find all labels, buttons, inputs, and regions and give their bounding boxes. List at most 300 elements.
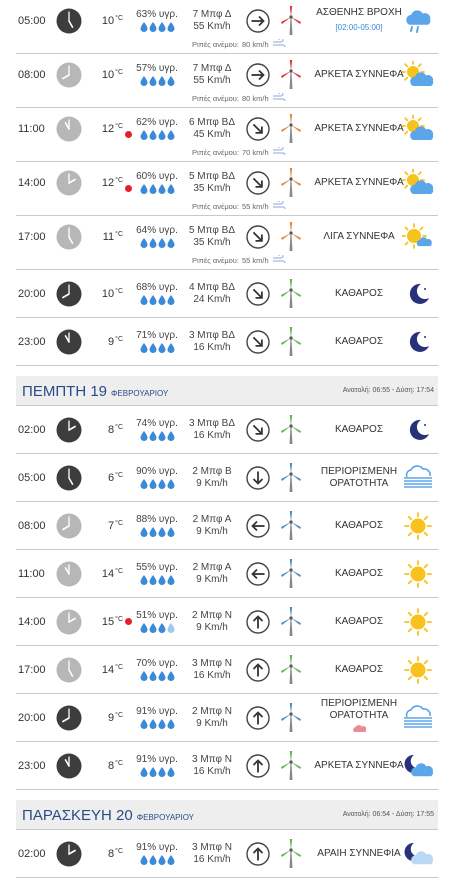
temperature-unit: °C (115, 230, 123, 238)
wind-info (182, 742, 242, 789)
wind-speed: 9 Km/h (196, 717, 228, 729)
temperature-unit: °C (115, 176, 123, 184)
humidity-value: 71% (136, 330, 157, 341)
forecast-row (16, 646, 438, 694)
wind-speed: 24 Km/h (193, 293, 231, 305)
wind-speed: 16 Km/h (193, 853, 231, 865)
wind-speed: 9 Km/h (196, 477, 228, 489)
small-cloud-icon (352, 724, 366, 737)
condition-text: ΟΡΑΤΟΤΗΤΑ (329, 477, 389, 489)
sunrise-sunset: Ανατολή: 06:55 - Δύση: 17:54 (342, 387, 434, 394)
day-header (16, 376, 438, 406)
clock-icon (56, 162, 82, 203)
humidity-value: 91% (136, 842, 157, 853)
temperature-unit: °C (115, 519, 123, 527)
day-month: ΦΕΒΡΟΥΑΡΙΟΥ (111, 389, 169, 398)
wind-turbine-icon (280, 830, 302, 877)
gust-label: Ριπές ανέμου: (192, 255, 239, 265)
temperature-value: 14 (101, 663, 115, 676)
gust-label: Ριπές ανέμου: (192, 39, 239, 49)
humidity (128, 162, 186, 203)
wind-beaufort: 3 Μπφ Ν (192, 657, 232, 669)
forecast-row (16, 54, 438, 108)
temperature (91, 502, 123, 549)
humidity (128, 830, 186, 877)
gust-value: 80 km/h (242, 39, 269, 49)
temperature-value: 10 (101, 287, 115, 300)
temperature (91, 108, 123, 149)
temperature (91, 318, 123, 365)
wind-info (182, 694, 242, 741)
wind-speed: 9 Km/h (196, 621, 228, 633)
humidity-suffix: υγρ. (158, 418, 178, 429)
wind-turbine-icon (280, 54, 302, 95)
wind-beaufort: 5 Μπφ ΒΔ (188, 224, 236, 236)
forecast-row (16, 270, 438, 318)
humidity-suffix: υγρ. (158, 282, 178, 293)
wind-speed: 55 Km/h (193, 74, 231, 86)
forecast-row (16, 216, 438, 270)
temperature-value: 15 (101, 615, 115, 628)
rain-drops-icon (140, 855, 175, 865)
temperature-unit: °C (115, 615, 123, 623)
gust-icon (272, 255, 286, 265)
clock-icon (56, 550, 82, 597)
humidity-value: 51% (136, 610, 157, 621)
condition-text: ΚΑΘΑΡΟΣ (334, 663, 384, 675)
rain-drops-icon (140, 623, 175, 633)
rain-drops-icon (140, 238, 175, 248)
wind-direction-arrow-icon (246, 502, 270, 549)
forecast-row (16, 550, 438, 598)
humidity-suffix: υγρ. (158, 842, 178, 853)
wind-turbine-icon (280, 318, 302, 365)
temperature-value: 8 (108, 759, 115, 772)
condition-text: ΚΑΘΑΡΟΣ (334, 335, 384, 347)
wind-gust (192, 147, 286, 157)
humidity (128, 742, 186, 789)
day-header (16, 800, 438, 830)
clock-icon (56, 694, 82, 741)
wind-info (182, 406, 242, 453)
rain-drops-icon (140, 767, 175, 777)
humidity-suffix: υγρ. (158, 658, 178, 669)
condition-text: ΑΡΚΕΤΑ ΣΥΝΝΕΦΑ (314, 759, 404, 771)
wind-info (182, 54, 242, 95)
humidity (128, 54, 186, 95)
wind-direction-arrow-icon (246, 318, 270, 365)
humidity-suffix: υγρ. (158, 9, 178, 20)
wind-direction-arrow-icon (246, 550, 270, 597)
wind-info (182, 454, 242, 501)
humidity (128, 270, 186, 317)
temperature (91, 694, 123, 741)
forecast-row (16, 694, 438, 742)
condition-text: ΚΑΘΑΡΟΣ (334, 287, 384, 299)
wind-gust (192, 255, 286, 265)
sun-weather-icon (398, 646, 438, 693)
humidity-value: 90% (136, 466, 157, 477)
humidity-value: 88% (136, 514, 157, 525)
temperature-unit: °C (115, 335, 123, 343)
temperature-value: 10 (101, 68, 115, 81)
forecast-row (16, 406, 438, 454)
day-name (22, 383, 168, 400)
gust-value: 70 km/h (242, 147, 269, 157)
forecast-row (16, 502, 438, 550)
temperature (91, 162, 123, 203)
gust-icon (272, 147, 286, 157)
wind-beaufort: 2 Μπφ Β (192, 465, 232, 477)
wind-info (182, 598, 242, 645)
wind-direction-arrow-icon (246, 0, 270, 41)
temperature-unit: °C (115, 14, 123, 22)
clock-icon (56, 502, 82, 549)
wind-beaufort: 3 Μπφ Ν (192, 841, 232, 853)
gust-label: Ριπές ανέμου: (192, 147, 239, 157)
wind-info (182, 830, 242, 877)
temperature-unit: °C (115, 567, 123, 575)
wind-gust (192, 201, 286, 211)
wind-turbine-icon (280, 406, 302, 453)
humidity (128, 216, 186, 257)
forecast-row (16, 742, 438, 790)
gust-icon (272, 39, 286, 49)
hour-label: 08:00 (18, 519, 46, 532)
hour-label: 02:00 (18, 423, 46, 436)
wind-direction-arrow-icon (246, 742, 270, 789)
temperature-value: 12 (101, 122, 115, 135)
condition-text: ΚΑΘΑΡΟΣ (334, 615, 384, 627)
temperature (91, 0, 123, 41)
wind-beaufort: 3 Μπφ Ν (192, 753, 232, 765)
rain-drops-icon (140, 130, 175, 140)
fog-weather-icon (398, 454, 438, 501)
humidity (128, 108, 186, 149)
hour-label: 17:00 (18, 663, 46, 676)
clock-icon (56, 406, 82, 453)
humidity (128, 0, 186, 41)
wind-turbine-icon (280, 270, 302, 317)
sunrise-sunset: Ανατολή: 06:54 - Δύση: 17:55 (342, 811, 434, 818)
condition-text: ΑΣΘΕΝΗΣ ΒΡΟΧΗ (316, 7, 402, 18)
hour-label: 11:00 (18, 122, 45, 135)
rain-drops-icon (140, 22, 175, 32)
clock-icon (56, 216, 82, 257)
humidity-suffix: υγρ. (158, 330, 178, 341)
wind-gust (192, 39, 286, 49)
hour-label: 14:00 (18, 615, 46, 628)
temperature (91, 270, 123, 317)
hour-label: 14:00 (18, 176, 46, 189)
humidity-suffix: υγρ. (158, 610, 178, 621)
forecast-row (16, 454, 438, 502)
wind-direction-arrow-icon (246, 108, 270, 149)
wind-direction-arrow-icon (246, 270, 270, 317)
sun-weather-icon (398, 550, 438, 597)
suncloud-weather-icon (398, 54, 438, 95)
wind-speed: 55 Km/h (193, 20, 231, 32)
wind-beaufort: 2 Μπφ Ν (192, 705, 232, 717)
humidity-value: 64% (136, 225, 157, 236)
wind-speed: 16 Km/h (193, 429, 231, 441)
wind-turbine-icon (280, 646, 302, 693)
rain-drops-icon (140, 343, 175, 353)
temperature (91, 406, 123, 453)
humidity (128, 454, 186, 501)
rain-drops-icon (140, 479, 175, 489)
wind-turbine-icon (280, 742, 302, 789)
temperature-value: 9 (108, 335, 115, 348)
wind-info (182, 0, 242, 41)
humidity-suffix: υγρ. (158, 63, 178, 74)
condition-text: ΑΡΚΕΤΑ ΣΥΝΝΕΦΑ (314, 68, 404, 80)
wind-speed: 45 Km/h (193, 128, 231, 140)
gust-value: 80 km/h (242, 93, 269, 103)
rain-drops-icon (140, 719, 175, 729)
rain-drops-icon (140, 527, 175, 537)
rain-drops-icon (140, 295, 175, 305)
hour-label: 23:00 (18, 335, 46, 348)
condition-text: ΚΑΘΑΡΟΣ (334, 567, 384, 579)
forecast-row (16, 0, 438, 54)
wind-beaufort: 2 Μπφ Ν (192, 609, 232, 621)
wind-info (182, 216, 242, 257)
temperature (91, 454, 123, 501)
humidity-value: 70% (136, 658, 157, 669)
condition-text: ΟΡΑΤΟΤΗΤΑ (329, 710, 389, 721)
humidity (128, 318, 186, 365)
humidity (128, 550, 186, 597)
rain-drops-icon (140, 431, 175, 441)
condition-text: ΑΡΑΙΗ ΣΥΝΝΕΦΙΑ (317, 847, 401, 859)
wind-speed: 35 Km/h (193, 182, 231, 194)
humidity-value: 55% (136, 562, 157, 573)
wind-info (182, 270, 242, 317)
day-name (22, 807, 194, 824)
fog-weather-icon (398, 694, 438, 741)
humidity-value: 91% (136, 706, 157, 717)
wind-direction-arrow-icon (246, 454, 270, 501)
temperature-value: 8 (108, 847, 115, 860)
temperature (91, 598, 123, 645)
wind-speed: 16 Km/h (193, 669, 231, 681)
wind-direction-arrow-icon (246, 406, 270, 453)
wind-speed: 35 Km/h (193, 236, 231, 248)
temperature (91, 742, 123, 789)
temperature-value: 6 (108, 471, 115, 484)
wind-direction-arrow-icon (246, 646, 270, 693)
wind-direction-arrow-icon (246, 830, 270, 877)
clock-icon (56, 598, 82, 645)
wind-beaufort: 3 Μπφ ΒΔ (188, 417, 236, 429)
humidity-value: 62% (136, 117, 157, 128)
humidity (128, 502, 186, 549)
humidity-value: 74% (136, 418, 157, 429)
clock-icon (56, 646, 82, 693)
temperature-value: 8 (108, 423, 115, 436)
forecast-row (16, 598, 438, 646)
forecast-row (16, 108, 438, 162)
condition-text: ΛΙΓΑ ΣΥΝΝΕΦΑ (323, 230, 395, 242)
condition-text: ΠΕΡΙΟΡΙΣΜΕΝΗ (320, 465, 398, 477)
wind-info (182, 162, 242, 203)
hour-label: 08:00 (18, 68, 46, 81)
temperature-unit: °C (115, 759, 123, 767)
wind-speed: 9 Km/h (196, 525, 228, 537)
clock-icon (56, 742, 82, 789)
humidity-suffix: υγρ. (158, 466, 178, 477)
wind-speed: 16 Km/h (193, 341, 231, 353)
temperature-unit: °C (115, 68, 123, 76)
temperature (91, 216, 123, 257)
wind-turbine-icon (280, 502, 302, 549)
humidity-suffix: υγρ. (158, 514, 178, 525)
day-month: ΦΕΒΡΟΥΑΡΙΟΥ (136, 813, 195, 822)
condition-period: [02:00-05:00] (335, 23, 383, 32)
humidity-value: 57% (136, 63, 157, 74)
wind-turbine-icon (280, 454, 302, 501)
condition-text: ΑΡΚΕΤΑ ΣΥΝΝΕΦΑ (314, 176, 404, 188)
clock-icon (56, 108, 82, 149)
wind-info (182, 646, 242, 693)
wind-turbine-icon (280, 162, 302, 203)
clock-icon (56, 54, 82, 95)
wind-gust (192, 93, 286, 103)
temperature-unit: °C (115, 663, 123, 671)
temperature-unit: °C (115, 471, 123, 479)
wind-direction-arrow-icon (246, 598, 270, 645)
hour-label: 17:00 (18, 230, 46, 243)
mooncloud-weather-icon (398, 742, 438, 789)
gust-icon (272, 93, 286, 103)
temperature-value: 10 (101, 14, 115, 27)
hour-label: 05:00 (18, 14, 46, 27)
forecast-row (16, 162, 438, 216)
moonlightcloud-weather-icon (398, 830, 438, 877)
temperature-unit: °C (115, 711, 123, 719)
rain-drops-icon (140, 76, 175, 86)
clock-icon (56, 270, 82, 317)
moon-weather-icon (398, 406, 438, 453)
wind-turbine-icon (280, 108, 302, 149)
humidity-suffix: υγρ. (158, 562, 178, 573)
wind-beaufort: 2 Μπφ Α (192, 513, 232, 525)
wind-direction-arrow-icon (246, 162, 270, 203)
temperature-unit: °C (115, 423, 123, 431)
suncloud-weather-icon (398, 108, 438, 149)
hour-label: 23:00 (18, 759, 46, 772)
wind-speed: 9 Km/h (196, 573, 228, 585)
wind-info (182, 502, 242, 549)
sun-weather-icon (398, 502, 438, 549)
temperature (91, 54, 123, 95)
gust-label: Ριπές ανέμου: (192, 93, 239, 103)
wind-beaufort: 7 Μπφ Δ (192, 62, 232, 74)
humidity-suffix: υγρ. (158, 171, 178, 182)
temperature-value: 7 (108, 519, 115, 532)
gust-label: Ριπές ανέμου: (192, 201, 239, 211)
wind-beaufort: 3 Μπφ ΒΔ (188, 329, 236, 341)
condition-text: ΚΑΘΑΡΟΣ (334, 519, 384, 531)
humidity-value: 60% (136, 171, 157, 182)
humidity-suffix: υγρ. (158, 117, 178, 128)
humidity (128, 406, 186, 453)
wind-turbine-icon (280, 550, 302, 597)
rain-weather-icon (398, 0, 438, 41)
temperature-unit: °C (115, 122, 123, 130)
day-title: ΠΑΡΑΣΚΕΥΗ 20 (22, 807, 133, 824)
wind-direction-arrow-icon (246, 216, 270, 257)
wind-beaufort: 2 Μπφ Α (192, 561, 232, 573)
humidity-suffix: υγρ. (158, 706, 178, 717)
wind-direction-arrow-icon (246, 694, 270, 741)
wind-beaufort: 5 Μπφ ΒΔ (188, 170, 236, 182)
wind-turbine-icon (280, 694, 302, 741)
condition-text: ΑΡΚΕΤΑ ΣΥΝΝΕΦΑ (314, 122, 404, 134)
wind-turbine-icon (280, 216, 302, 257)
sunsmallcloud-weather-icon (398, 216, 438, 257)
humidity-value: 68% (136, 282, 157, 293)
rain-drops-icon (140, 184, 175, 194)
clock-icon (56, 318, 82, 365)
clock-icon (56, 454, 82, 501)
hour-label: 20:00 (18, 711, 46, 724)
rain-drops-icon (140, 671, 175, 681)
humidity (128, 694, 186, 741)
hour-label: 02:00 (18, 847, 46, 860)
wind-info (182, 550, 242, 597)
humidity-value: 63% (136, 9, 157, 20)
day-title: ΠΕΜΠΤΗ 19 (22, 383, 108, 400)
condition-text: ΠΕΡΙΟΡΙΣΜΕΝΗ (320, 698, 398, 709)
rain-drops-icon (140, 575, 175, 585)
hour-label: 05:00 (18, 471, 46, 484)
temperature-value: 14 (101, 567, 115, 580)
temperature (91, 646, 123, 693)
wind-info (182, 108, 242, 149)
humidity (128, 598, 186, 645)
temperature (91, 550, 123, 597)
humidity-suffix: υγρ. (158, 754, 178, 765)
suncloud-weather-icon (398, 162, 438, 203)
forecast-row (16, 318, 438, 366)
condition-text: ΚΑΘΑΡΟΣ (334, 423, 384, 435)
temperature-value: 11 (102, 230, 115, 243)
humidity (128, 646, 186, 693)
wind-turbine-icon (280, 0, 302, 41)
sun-weather-icon (398, 598, 438, 645)
gust-value: 55 km/h (242, 201, 269, 211)
humidity-suffix: υγρ. (158, 225, 178, 236)
wind-beaufort: 4 Μπφ ΒΔ (188, 281, 236, 293)
clock-icon (56, 830, 82, 877)
wind-beaufort: 7 Μπφ Δ (192, 8, 232, 20)
temperature-value: 12 (101, 176, 115, 189)
gust-value: 55 km/h (242, 255, 269, 265)
hour-label: 20:00 (18, 287, 46, 300)
wind-turbine-icon (280, 598, 302, 645)
temperature (91, 830, 123, 877)
moon-weather-icon (398, 270, 438, 317)
humidity-value: 91% (136, 754, 157, 765)
temperature-unit: °C (115, 847, 123, 855)
wind-beaufort: 6 Μπφ ΒΔ (188, 116, 236, 128)
wind-speed: 16 Km/h (193, 765, 231, 777)
clock-icon (56, 0, 82, 41)
temperature-value: 9 (108, 711, 115, 724)
hour-label: 11:00 (18, 567, 45, 580)
